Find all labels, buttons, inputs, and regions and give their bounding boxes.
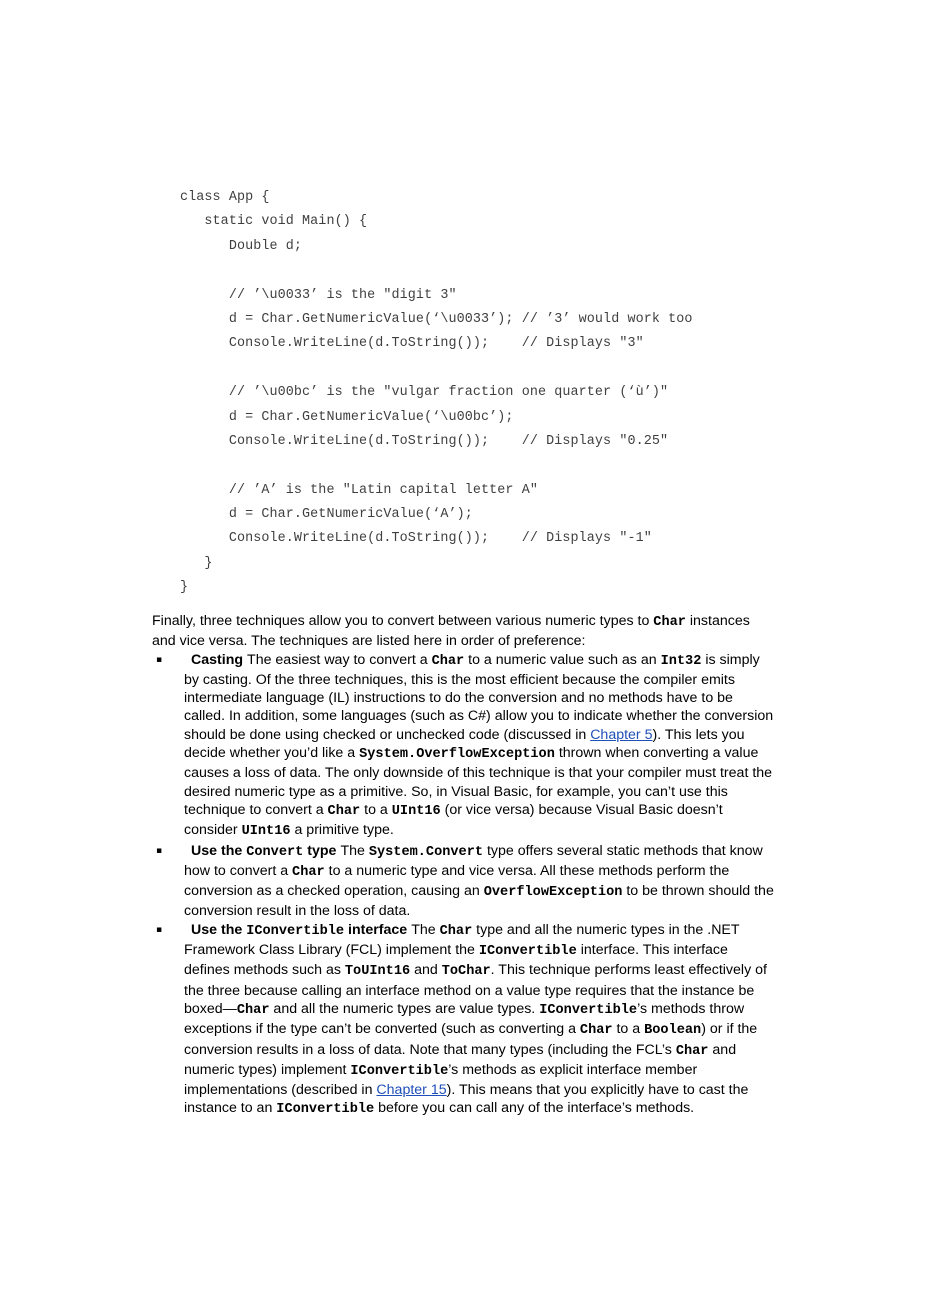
code-line: d = Char.GetNumericValue(‘\u0033’); // ’3’ would work too bbox=[180, 311, 693, 327]
list-item-casting: ▪ Casting The easiest way to convert a Char to a numeric value such as an Int32 is simply by casting. Of the three techniques, this is the most efficient because the compiler emits intermediate language (IL) instructions to do the conversion and no methods have to be called. In addition, some languages (such as C#) allow you to indicate whether the conversion should be done using checked or unchecked code (discussed in Chapter 5). This lets you decide whether you’d like a System.OverflowException thrown when converting a value causes a loss of data. The only downside of this technique is that your compiler must treat the desired numeric type as a primitive. So, in Visual Basic, for example, you can’t use this technique to convert a Char to a UInt16 (or vice versa) because Visual Basic doesn’t consider UInt16 a primitive type. bbox=[156, 651, 774, 840]
code-line: } bbox=[180, 555, 213, 571]
inline-code: Int32 bbox=[660, 653, 702, 669]
code-line: Console.WriteLine(d.ToString()); // Displays "0.25" bbox=[180, 433, 669, 449]
inline-code: UInt16 bbox=[241, 824, 291, 840]
chapter-5-link[interactable]: Chapter 5 bbox=[590, 726, 653, 743]
item-title: Use the IConvertible interface bbox=[191, 921, 408, 939]
code-line: } bbox=[180, 580, 189, 596]
code-line: // ’\u0033’ is the "digit 3" bbox=[180, 287, 457, 303]
chapter-15-link[interactable]: Chapter 15 bbox=[376, 1082, 447, 1099]
code-line bbox=[180, 454, 693, 478]
intro-paragraph: Finally, three techniques allow you to convert between various numeric types to Char instances and vice versa. The techniques are listed here in order of preference: bbox=[152, 613, 750, 650]
bullet-icon: ▪ bbox=[156, 654, 163, 665]
body-text bbox=[152, 612, 774, 1120]
inline-code: IConvertible bbox=[276, 1102, 375, 1118]
inline-code: System.Convert bbox=[368, 844, 484, 860]
bullet-icon: ▪ bbox=[156, 924, 163, 935]
inline-code: IConvertible bbox=[539, 1002, 638, 1018]
list-item-iconvertible: ▪ Use the IConvertible interface The Char type and all the numeric types in the .NET Framework Class Library (FCL) implement the IConvertible interface. This interface defines methods such as ToUInt16 and ToChar. This technique performs least effectively of the three because calling an interface method on a value type requires that the instance be boxed—Char and all the numeric types are value types. IConvertible’s methods throw exceptions if the type can’t be converted (such as converting a Char to a Boolean) or if the conversion results in a loss of data. Note that many types (including the FCL’s Char and numeric types) implement IConvertible’s methods as explicit interface member implementations (described in Chapter 15). This means that you explicitly have to cast the instance to an IConvertible before you can call any of the interface’s methods. bbox=[156, 921, 767, 1118]
inline-code: OverflowException bbox=[483, 885, 623, 901]
code-line: // ’A’ is the "Latin capital letter A" bbox=[180, 482, 538, 498]
code-line: d = Char.GetNumericValue(‘\u00bc’); bbox=[180, 409, 514, 425]
inline-code: Char bbox=[579, 1023, 613, 1039]
inline-code: ToUInt16 bbox=[344, 964, 411, 980]
inline-code: Char bbox=[675, 1043, 709, 1059]
item-title: Use the Convert type bbox=[191, 842, 337, 860]
technique-list bbox=[152, 651, 774, 1120]
inline-code: Char bbox=[439, 923, 473, 939]
inline-code: Char bbox=[431, 653, 465, 669]
inline-code: System.OverflowException bbox=[359, 747, 555, 763]
code-line: Console.WriteLine(d.ToString()); // Displays "3" bbox=[180, 336, 644, 352]
code-line: Console.WriteLine(d.ToString()); // Displays "-1" bbox=[180, 531, 652, 547]
inline-code: Char bbox=[653, 615, 686, 630]
code-line bbox=[180, 259, 693, 283]
bullet-icon: ▪ bbox=[156, 845, 163, 856]
inline-code: Char bbox=[292, 864, 325, 880]
item-title: Casting bbox=[191, 651, 244, 668]
inline-code: UInt16 bbox=[391, 803, 441, 819]
code-line bbox=[180, 357, 693, 381]
code-line: // ’\u00bc’ is the "vulgar fraction one quarter (‘ù’)" bbox=[180, 385, 669, 401]
inline-code: Char bbox=[236, 1002, 270, 1018]
code-line: static void Main() { bbox=[180, 214, 368, 230]
inline-code: IConvertible bbox=[350, 1063, 449, 1079]
code-line: Double d; bbox=[180, 238, 303, 254]
inline-code: Boolean bbox=[644, 1023, 702, 1039]
code-line: d = Char.GetNumericValue(‘A’); bbox=[180, 507, 473, 523]
inline-code: Char bbox=[327, 803, 361, 819]
inline-code: ToChar bbox=[441, 964, 491, 980]
code-listing bbox=[180, 186, 693, 601]
code-line: class App { bbox=[180, 190, 270, 205]
inline-code: IConvertible bbox=[478, 944, 577, 960]
list-item-convert: ▪ Use the Convert type The System.Convert type offers several static methods that know how to convert a Char to a numeric type and vice versa. All these methods perform the conversion as a checked operation, causing an OverflowException to be thrown should the conversion result in the loss of data. bbox=[156, 842, 774, 920]
